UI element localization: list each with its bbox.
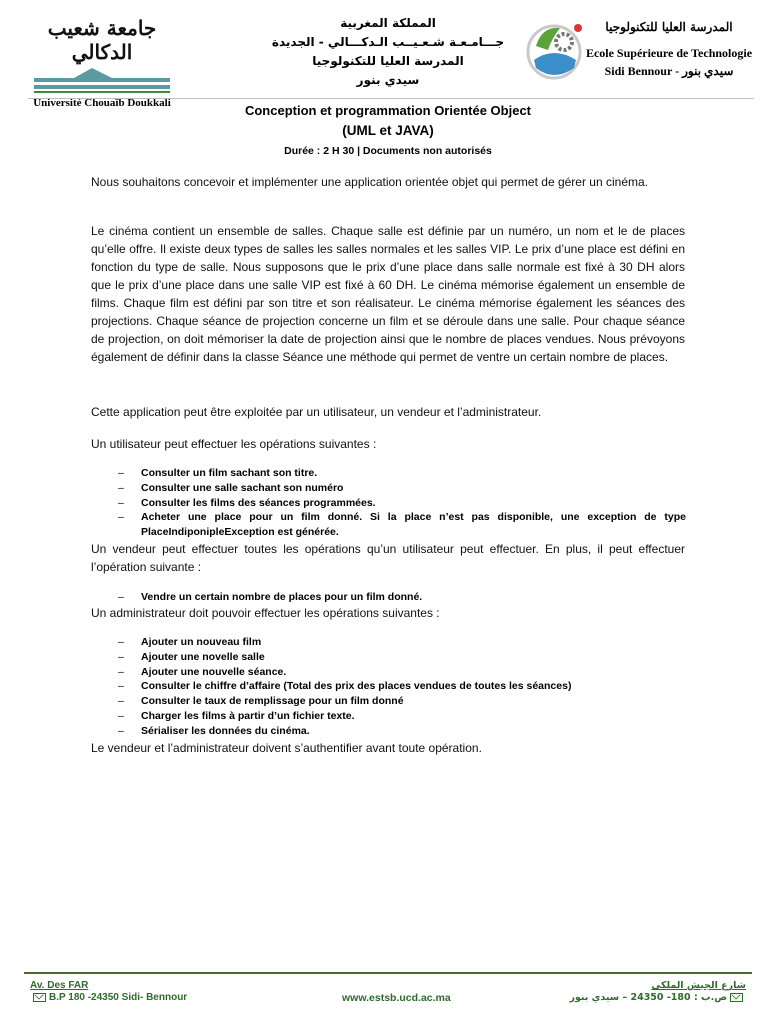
header-line-city: سيدي بنور: [356, 73, 420, 87]
list-item-text: Vendre un certain nombre de places pour un film donné.: [141, 591, 423, 603]
mail-icon: [730, 993, 743, 1002]
list-item-text: Consulter le chiffre d’affaire (Total des prix des places vendues de toutes les séances): [141, 680, 572, 693]
footer-arabic-postal-text: ص.ب : 180- 24350 – سيدي بنور: [569, 992, 727, 1003]
school-logo: [526, 16, 756, 92]
admin-operations-list: [118, 635, 678, 739]
list-item: [118, 466, 686, 481]
school-emblem-icon: [526, 16, 586, 86]
footer-website-link[interactable]: www.estsb.ucd.ac.ma: [342, 992, 451, 1004]
list-item: [118, 481, 686, 496]
university-french-name: Université Chouaïb Doukkali: [33, 97, 171, 109]
document-header: [0, 0, 768, 109]
list-item-text: Consulter le taux de remplissage pour un film donné: [141, 695, 404, 708]
list-dash: –: [118, 680, 124, 693]
list-dash: –: [118, 496, 124, 509]
school-arabic-name: المدرسة العليا للتكنولوجيا: [605, 20, 733, 34]
exam-subtitle: (UML et JAVA): [342, 123, 434, 138]
paragraph-intro: Nous souhaitons concevoir et implémenter une application orientée objet qui permet de gérer un cinéma.: [91, 175, 648, 189]
list-item: [118, 679, 678, 694]
header-line-university: جـــامـعـة شـعـيــب الـدكـــالي - الجديدة: [271, 35, 505, 49]
list-item-text: Ajouter une novelle salle: [141, 650, 265, 663]
list-dash: –: [118, 709, 124, 722]
list-item-text: Consulter une salle sachant son numéro: [141, 481, 344, 494]
paragraph-cinema-description: Le cinéma contient un ensemble de salles. Chaque salle est définie par un numéro, un nom et le de places qu’elle offre. Il existe deux types de salles les salles normales et les salles VIP. Le prix d’une place est défini en fonction du type de salle. Nous supposons que le prix d’une place dans salle normale est fixé à 30 DH alors que le prix d’une place dans une salle VIP est fixé à 60 DH. Le cinéma mémorise également un ensemble de films. Chaque film est défini par son titre et son réalisateur. Le cinéma mémorise également les séances des projections. Chaque séance de projection concerne un film et se déroule dans une salle. Pour chaque séance de projection, on doit mémoriser la date de projection ainsi que le nombre de places vendues. Nous prévoyons également de définir dans la classe Séance une méthode qui permet de ventre un certain nombre de places.: [91, 224, 685, 364]
paragraph-actors: Cette application peut être exploitée par un utilisateur, un vendeur et l’administrateur.: [91, 405, 542, 419]
footer-arabic-postal: [570, 992, 747, 1003]
list-item: [118, 590, 678, 605]
university-logo: [28, 16, 176, 109]
list-item-text: Charger les films à partir d’un fichier texte.: [141, 709, 355, 722]
list-dash: –: [118, 695, 124, 708]
header-divider: [28, 98, 754, 99]
header-line-kingdom: المملكة المغربية: [340, 16, 436, 30]
footer-address-street: Av. Des FAR: [30, 980, 89, 991]
paragraph-user-intro: Un utilisateur peut effectuer les opérations suivantes :: [91, 437, 377, 451]
university-emblem-icon: [34, 66, 170, 96]
list-dash: –: [118, 591, 124, 603]
user-operations-list: [118, 466, 686, 540]
header-center-block: [250, 14, 526, 90]
list-dash: –: [118, 724, 124, 737]
list-item-text: Sérialiser les données du cinéma.: [141, 724, 310, 737]
list-dash: –: [118, 636, 124, 648]
list-item: [118, 665, 678, 680]
list-dash: –: [118, 650, 124, 663]
list-dash: –: [118, 467, 124, 479]
list-item: [118, 694, 678, 709]
list-dash: –: [118, 665, 124, 678]
list-item: [118, 496, 686, 511]
list-item: [118, 635, 678, 650]
list-item-text: Consulter un film sachant son titre.: [141, 467, 318, 479]
exam-duration: Durée : 2 H 30 | Documents non autorisés: [284, 145, 492, 157]
list-item-text: Consulter les films des séances programmées.: [141, 496, 376, 509]
list-dash: –: [118, 481, 124, 494]
school-location: Sidi Bennour - سيدي بنور: [604, 64, 734, 78]
list-item: [118, 709, 678, 724]
footer-address-postal-text: B.P 180 -24350 Sidi- Bennour: [49, 992, 188, 1003]
mail-icon: [33, 993, 46, 1002]
exam-title: Conception et programmation Orientée Object: [244, 103, 532, 118]
paragraph-admin-intro: Un administrateur doit pouvoir effectuer les opérations suivantes :: [91, 606, 440, 620]
list-item: [118, 724, 678, 739]
list-item: [118, 650, 678, 665]
paragraph-authentication: Le vendeur et l’administrateur doivent s’authentifier avant toute opération.: [91, 741, 482, 755]
footer-divider: [24, 972, 752, 974]
paragraph-seller-intro: Un vendeur peut effectuer toutes les opérations qu’un utilisateur peut effectuer. En plus, il peut effectuer l’opération suivante :: [91, 542, 685, 574]
school-french-name: Ecole Supérieure de Technologie: [585, 46, 753, 60]
list-item: [118, 510, 686, 540]
list-item-text: Ajouter un nouveau film: [141, 636, 262, 648]
footer-arabic-street: شارع الجيش الملكي: [651, 980, 746, 991]
list-item-text: Ajouter une nouvelle séance.: [141, 665, 287, 678]
university-arabic-name: جامعة شعيب الدكالي: [47, 16, 157, 64]
header-line-school: المدرسة العليا للتكنولوجيا: [312, 54, 464, 68]
list-item-text: Acheter une place pour un film donné. Si la place n’est pas disponible, une exception de type PlaceIndiponipleException est générée.: [141, 511, 686, 539]
list-dash: –: [118, 511, 124, 524]
seller-operations-list: [118, 590, 678, 605]
footer-address-postal: [30, 992, 187, 1003]
